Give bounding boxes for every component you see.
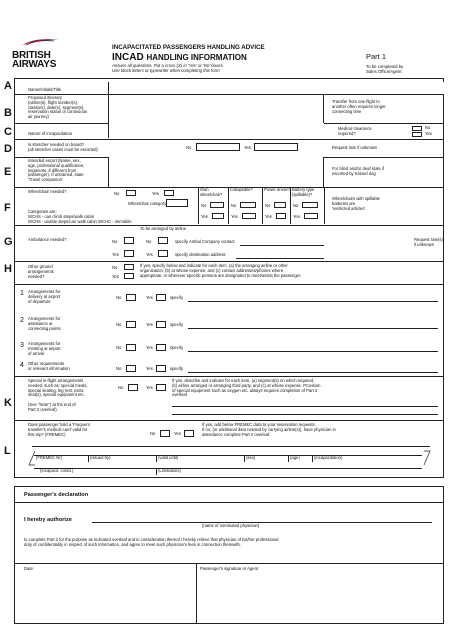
ground-no-checkbox[interactable] — [124, 264, 134, 270]
power-no-label: No — [265, 203, 271, 208]
airline-name-line-1: BRITISH — [12, 50, 51, 61]
h-item-yes-checkbox[interactable] — [156, 294, 166, 301]
inflight-no-label: No — [118, 385, 124, 390]
ground-no-label: No — [112, 265, 118, 270]
inflight-no-checkbox[interactable] — [128, 384, 138, 391]
fremec-no-label: No — [150, 431, 156, 436]
fremec-yes-label: Yes — [174, 431, 181, 436]
fremec-bracket-left-icon — [28, 450, 36, 466]
h-item-yes-checkbox[interactable] — [156, 321, 166, 328]
name-field[interactable] — [108, 82, 444, 94]
own-yes-label: Yes — [201, 214, 208, 219]
date-label: Date: — [24, 566, 35, 571]
stretcher-label-2: (all stretcher cases must be escorted) — [28, 147, 98, 152]
section-letter-f: F — [4, 202, 11, 214]
h-item-specify-field[interactable] — [188, 372, 438, 373]
stretcher-label-1: Is stretcher needed on board? — [28, 142, 84, 147]
wheelchair-col-own: Own wheelchair? — [200, 187, 223, 197]
declaration-text-2: duty of confidentiality in respect of such information, and agree to meet such physician's fees in connection therewith. — [24, 542, 242, 547]
form-title-main: INCAD — [112, 52, 144, 63]
own-yes-checkbox[interactable] — [212, 213, 224, 219]
wheelchair-no-checkbox[interactable] — [126, 190, 136, 196]
h-item-no-checkbox[interactable] — [126, 365, 136, 372]
ambulance-no-checkbox[interactable] — [124, 237, 134, 244]
british-airways-logo — [8, 40, 80, 70]
h-item-specify-field[interactable] — [188, 328, 438, 329]
h-item-label-2: meeting at airport — [28, 345, 61, 351]
power-yes-checkbox[interactable] — [276, 213, 286, 219]
h-item-2 — [0, 313, 452, 341]
h-item-label-3: of arrival — [28, 350, 45, 356]
section-letter-a: A — [4, 80, 12, 92]
inflight-label-4: seat(s), special equipment etc. — [28, 392, 85, 398]
medical-yes-label: Yes — [425, 131, 432, 136]
h-item-number: 2 — [20, 317, 24, 324]
wheelchair-category-field[interactable] — [166, 199, 188, 207]
instructions-line-1: Answer all questions. Put a cross (X) in 'Yes' or 'No' boxes. — [112, 63, 224, 68]
guide-dog-note-1: For blind and/or deaf state if — [332, 166, 385, 171]
wheelchair-yes-label: Yes — [152, 191, 159, 196]
fremec-instructions-3: attendance complete Part 2 overleaf. — [202, 431, 271, 437]
section-letter-d: D — [4, 143, 12, 155]
battery-yes-label: Yes — [293, 214, 300, 219]
ground-label-3: needed? — [28, 273, 45, 279]
instructions-line-2: Use block letters or typewriter when completing this form — [112, 68, 220, 73]
valid-until-label: (valid until) — [158, 455, 179, 460]
inflight-instructions-3: of special equipment such as oxygen etc. always requires completion of Part 2 — [172, 387, 318, 393]
incapacitation-code-label: (incapacitation) — [314, 455, 343, 460]
h-item-no-checkbox[interactable] — [126, 321, 136, 328]
h-item-number: 3 — [20, 342, 24, 349]
speedmarque-icon — [20, 38, 60, 46]
itinerary-label-5: air journey) — [28, 114, 49, 120]
inflight-label-1: Special in-flight arrangements — [28, 378, 84, 383]
h-item-label-2: delivery at airport — [28, 293, 61, 299]
stretcher-no-label: No — [186, 145, 192, 150]
wheelchair-col-battery: Battery type (spillable)? — [292, 187, 315, 197]
power-yes-label: Yes — [265, 214, 272, 219]
itinerary-field[interactable] — [108, 95, 324, 123]
h-item-specify-label: specify — [170, 366, 184, 371]
collapsible-yes-checkbox[interactable] — [242, 213, 256, 219]
h-item-label-2: or relevant information — [28, 365, 70, 371]
h-item-specify-label: specify — [170, 322, 184, 327]
collapsible-no-label: No — [231, 203, 237, 208]
section-letter-l: L — [4, 445, 11, 457]
wheelchair-col-power: Power driven? — [264, 187, 291, 192]
inflight-instructions-2: (b) airline arranged or arranging third party, and (c) at whose expense. Provision — [172, 382, 321, 388]
fremec-question-1: Does passenger hold a 'Frequent — [28, 422, 90, 427]
h-item-specify-field[interactable] — [188, 351, 438, 352]
ambulance-company-field[interactable] — [240, 245, 324, 246]
incapacitation-field[interactable] — [108, 123, 324, 138]
inflight-label-3: special seating, leg rest, extra — [28, 387, 84, 393]
ambulance-rate-note-2: if unknown — [414, 242, 435, 247]
inflight-field-line-2[interactable] — [172, 414, 438, 415]
section-letter-h: H — [4, 263, 12, 275]
airline-name-line-2: AIRWAYS — [12, 59, 57, 70]
wheelchair-col-collapsible: Collapsible? — [230, 187, 253, 192]
h-item-specify-field[interactable] — [188, 301, 438, 302]
incapacit-contd-label: (Incapacit. contd.) — [40, 468, 74, 473]
wheelchair-no-label: No — [114, 191, 120, 196]
fremec-nr-label: (FREMEC Nr) — [36, 455, 63, 460]
inflight-yes-checkbox[interactable] — [156, 384, 166, 391]
section-letter-c: C — [4, 126, 12, 138]
ground-yes-label: Yes — [112, 274, 119, 279]
collapsible-no-checkbox[interactable] — [240, 202, 256, 208]
section-letter-g: G — [4, 236, 13, 248]
wheelchair-yes-checkbox[interactable] — [164, 190, 174, 196]
h-item-yes-checkbox[interactable] — [156, 365, 166, 372]
wheelchair-categories-2: WCHS - can climb steps/walk cabin — [28, 214, 95, 219]
stretcher-yes-label: Yes — [244, 145, 251, 150]
medical-yes-checkbox[interactable] — [412, 132, 422, 137]
signature-field[interactable] — [270, 565, 440, 573]
arranged-no-checkbox[interactable] — [158, 237, 168, 244]
escort-label-5: 'Travel companion' — [28, 177, 63, 183]
h-item-label-1: Arrangements for — [28, 341, 61, 346]
inflight-label-2: needed, such as: special meals, — [28, 382, 88, 388]
age-label: (age) — [290, 455, 300, 460]
h-item-no-label: No — [116, 322, 122, 327]
medical-clearance-label-2: required? — [338, 131, 356, 136]
h-item-1 — [0, 286, 452, 314]
inflight-yes-label: Yes — [146, 385, 153, 390]
fremec-question-2: traveller's medical card' valid for — [28, 426, 88, 432]
h-item-yes-label: Yes — [146, 295, 153, 300]
arranged-no-label: No — [146, 239, 152, 244]
battery-no-checkbox[interactable] — [302, 202, 318, 208]
wheelchair-needed-label: Wheelchair needed? — [28, 189, 67, 194]
name-label: Name/Initials/Title — [28, 87, 62, 92]
wheelchair-categories-1: Categories are: — [28, 209, 57, 214]
completed-by-line-1: To be completed by — [366, 64, 404, 69]
fremec-bracket-right-icon — [423, 450, 431, 466]
h-item-yes-label: Yes — [146, 345, 153, 350]
ground-instructions-1: If yes, specify below and indicate for each item, (a) the arranging airline or other — [140, 263, 288, 268]
h-item-no-checkbox[interactable] — [126, 294, 136, 301]
h-item-number: 1 — [20, 290, 24, 297]
ambulance-yes-checkbox[interactable] — [124, 250, 134, 257]
h-item-no-label: No — [116, 295, 122, 300]
arranged-by-airline: To be arranged by airline — [140, 226, 187, 231]
date-field[interactable] — [40, 565, 190, 573]
inflight-label-6: (See "Note") at the end of — [28, 402, 76, 408]
escort-label-4: passenger). If untrained, state — [28, 172, 84, 178]
h-item-label-2: assistance at — [28, 320, 53, 326]
form-title-main-2: HANDLING INFORMATION — [146, 53, 247, 62]
inflight-instructions-4: overleaf. — [172, 392, 189, 398]
part-label: Part 1 — [366, 52, 387, 61]
ground-instructions-3: appropriate, or wherever specific persons are designated to meet/assist the passenger. — [140, 272, 302, 278]
ground-yes-checkbox[interactable] — [124, 273, 134, 279]
h-item-no-label: No — [116, 345, 122, 350]
itinerary-label-2: (airline(s), flight number(s), — [28, 99, 79, 105]
declaration-heading: Passenger's declaration — [24, 492, 89, 498]
power-no-checkbox[interactable] — [274, 202, 286, 208]
battery-yes-checkbox[interactable] — [304, 213, 318, 219]
h-item-specify-label: specify — [170, 345, 184, 350]
medical-no-label: No — [425, 125, 431, 130]
escort-label-1: Intended escort (Name, sex, — [28, 158, 81, 163]
transfer-note-2: another often requires longer — [332, 103, 386, 109]
stretcher-yes-checkbox[interactable] — [254, 143, 298, 151]
declaration-text-1: to complete Part 2 for the purpose as indicated overleaf and in consideration thereof I hereby relieve that physician of his/her professional — [24, 537, 279, 542]
section-letter-b: B — [4, 107, 12, 119]
section-letter-e: E — [4, 166, 12, 178]
escort-field[interactable] — [108, 157, 324, 187]
h-item-label-3: of departure — [28, 298, 51, 304]
transfer-note-3: connecting time — [332, 108, 362, 114]
battery-note-3: 'restricted articles' — [332, 205, 366, 211]
battery-note-1: Wheelchairs with spillable — [332, 196, 380, 201]
h-item-specify-label: specify — [170, 295, 184, 300]
wheelchair-category-label: Wheelchair category — [128, 201, 167, 206]
fremec-instructions-1: If yes, add below FREMEC data to your reservation requests. — [202, 422, 316, 427]
itinerary-label-4: reservation status of continuous — [28, 109, 88, 115]
inflight-instructions-1: If yes, describe and indicate for each item, (a) segment(s) on which required, — [172, 378, 315, 383]
physician-name-field[interactable] — [92, 522, 432, 523]
guide-dog-note-2: escorted by trained dog — [332, 170, 376, 176]
completed-by-line-2: Sales Office/Agent — [366, 69, 402, 74]
battery-note-2: batteries are — [332, 200, 356, 206]
wheelchair-categories-3: WCHS - unable steps/can walk cabin WCHC - immobile — [28, 219, 132, 224]
h-item-label-1: Arrangements for — [28, 289, 61, 294]
issued-by-label: (issued by) — [90, 455, 111, 460]
own-no-label: No — [201, 203, 207, 208]
ground-label-1: Other ground — [28, 264, 53, 269]
arranged-yes-checkbox[interactable] — [158, 250, 168, 257]
destination-address-field[interactable] — [236, 258, 324, 259]
h-item-3 — [0, 340, 452, 362]
h-item-label-3: connecting points — [28, 325, 61, 331]
escort-label-3: segments, if different from — [28, 167, 77, 173]
itinerary-label-3: class(es), date(s), segment(s), — [28, 104, 85, 110]
ground-instructions-2: organization, (b) at whose expense, and (c) contact addresses/phones where — [140, 267, 284, 273]
battery-no-label: No — [293, 203, 299, 208]
collapsible-yes-label: Yes — [231, 214, 238, 219]
form-title-small: INCAPACITATED PASSENGERS HANDLING ADVICE — [112, 44, 265, 51]
stretcher-rate-note: Request rate if unknown — [332, 145, 378, 150]
physician-name-caption: (name of nominated physician) — [202, 523, 260, 528]
h-item-yes-label: Yes — [146, 366, 153, 371]
fremec-question-3: this trip? (FREMEC) — [28, 431, 66, 437]
own-no-checkbox[interactable] — [210, 202, 224, 208]
h-item-number: 4 — [20, 362, 24, 369]
section-letter-k: K — [4, 397, 12, 409]
limitations-label: (Limitations) — [158, 468, 181, 473]
itinerary-label-1: Proposed itinerary — [28, 95, 62, 100]
ambulance-rate-note-1: Request rate(s) — [414, 237, 443, 242]
fremec-instructions-2: If no, (or additional data needed by carrying airline(s)), have physician in — [202, 426, 336, 432]
escort-label-2: age, professional qualification, — [28, 162, 85, 168]
ambulance-company-label: specify Ambul Company contact — [175, 239, 235, 244]
incapacitation-label: Nature of incapacitation — [28, 131, 72, 136]
ambulance-yes-label: Yes — [112, 252, 119, 257]
ambulance-no-label: No — [112, 239, 118, 244]
h-item-yes-checkbox[interactable] — [156, 344, 166, 351]
sex-label: (sex) — [246, 455, 256, 460]
stretcher-no-checkbox[interactable] — [196, 143, 240, 151]
signature-label: Passenger's signature or Agent — [200, 566, 259, 571]
inflight-field-line-1[interactable] — [172, 406, 438, 407]
h-item-label-1: Arrangements for — [28, 316, 61, 321]
medical-no-checkbox[interactable] — [412, 126, 422, 131]
ambulance-label: Ambulance needed? — [28, 237, 67, 242]
fremec-yes-checkbox[interactable] — [184, 430, 194, 437]
h-item-no-checkbox[interactable] — [126, 344, 136, 351]
fremec-no-checkbox[interactable] — [160, 430, 170, 437]
medical-clearance-label-1: Medical clearance — [338, 126, 372, 131]
transfer-note-1: Transfer from one flight to — [332, 99, 380, 104]
ground-label-2: arrangements — [28, 268, 54, 274]
declaration-frame — [14, 486, 444, 624]
h-item-no-label: No — [116, 366, 122, 371]
destination-address-label: specify destination address — [175, 252, 226, 257]
arranged-yes-label: Yes — [146, 252, 153, 257]
authorize-label: I hereby authorize — [24, 517, 72, 523]
h-item-yes-label: Yes — [146, 322, 153, 327]
inflight-label-7: Part 2 overleaf) — [28, 406, 57, 412]
h-item-label-1: Other requirements — [28, 361, 65, 366]
